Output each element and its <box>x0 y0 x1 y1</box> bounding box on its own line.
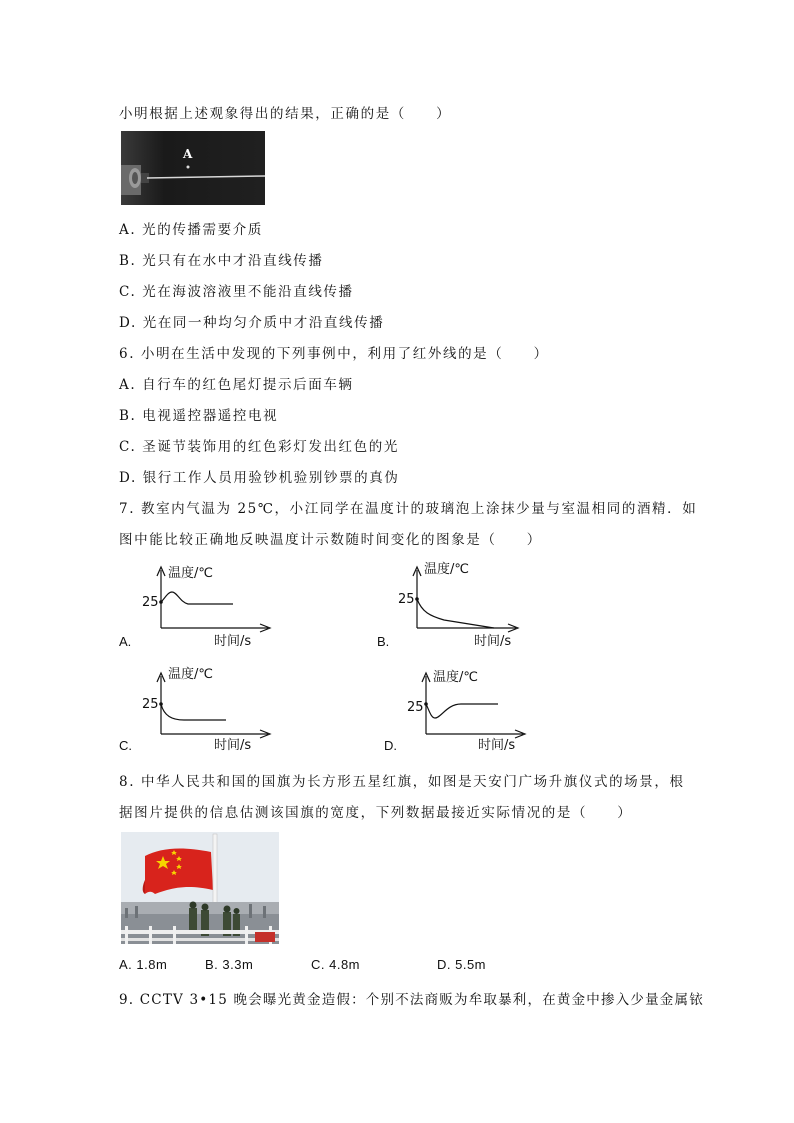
graph-b <box>396 558 536 648</box>
q6-option-c: C. 圣诞节装饰用的红色彩灯发出红色的光 <box>119 439 399 455</box>
graph-d-y-label: 温度/℃ <box>433 670 478 685</box>
graph-a-option: A. <box>119 634 132 649</box>
graph-c-tick-25: 25 <box>142 697 159 712</box>
graph-c <box>140 664 280 754</box>
q8-option-d: D. 5.5m <box>437 957 487 972</box>
graph-a-x-label: 时间/s <box>214 634 252 648</box>
graph-d-tick-25: 25 <box>407 700 424 715</box>
q8-option-c: C. 4.8m <box>311 957 361 972</box>
graph-b-tick-25: 25 <box>398 592 415 607</box>
q8-option-a: A. 1.8m <box>119 957 168 972</box>
graph-d-option: D. <box>384 738 397 753</box>
graph-b-curve <box>417 599 494 628</box>
q7-stem-line2: 图中能比较正确地反映温度计示数随时间变化的图象是（ ） <box>119 532 542 548</box>
graph-c-y-label: 温度/℃ <box>168 667 213 682</box>
graph-b-option: B. <box>377 634 390 649</box>
national-flag <box>145 849 213 894</box>
graph-c-x-label: 时间/s <box>214 738 252 753</box>
graph-b-x-label: 时间/s <box>474 634 512 648</box>
q6-option-d: D. 银行工作人员用验钞机验别钞票的真伪 <box>119 470 400 486</box>
graph-b-y-label: 温度/℃ <box>424 562 469 577</box>
figure-label-a: A <box>183 147 193 161</box>
q5-option-b: B. 光只有在水中才沿直线传播 <box>119 253 324 269</box>
q6-stem: 6. 小明在生活中发现的下列事例中，利用了红外线的是（ ） <box>119 346 549 362</box>
graph-d-x-label: 时间/s <box>478 738 516 753</box>
q8-stem-line1: 8. 中华人民共和国的国旗为长方形五星红旗，如图是天安门广场升旗仪式的场景，根 <box>119 774 685 790</box>
q5-option-d: D. 光在同一种均匀介质中才沿直线传播 <box>119 315 385 331</box>
graph-d-curve <box>426 704 498 718</box>
q5-stem: 小明根据上述观象得出的结果，正确的是（ ） <box>119 106 452 122</box>
q8-option-b: B. 3.3m <box>205 957 254 972</box>
graph-d <box>405 664 545 754</box>
q9-stem-line1: 9. CCTV 3•15 晚会曝光黄金造假：个别不法商贩为牟取暴利，在黄金中掺入少量金属铱 <box>119 992 704 1008</box>
q8-stem-line2: 据图片提供的信息估测该国旗的宽度，下列数据最接近实际情况的是（ ） <box>119 805 633 821</box>
graph-a-curve <box>161 592 233 604</box>
graph-c-curve <box>161 704 226 720</box>
graph-a-y-label: 温度/℃ <box>168 566 213 581</box>
q7-stem-line1: 7. 教室内气温为 25℃，小江同学在温度计的玻璃泡上涂抹少量与室温相同的酒精．如 <box>119 501 698 517</box>
flag-raising-photo <box>121 832 279 944</box>
q6-option-a: A. 自行车的红色尾灯提示后面车辆 <box>119 377 354 393</box>
q6-option-b: B. 电视遥控器遥控电视 <box>119 408 279 424</box>
q5-option-c: C. 光在海波溶液里不能沿直线传播 <box>119 284 354 300</box>
laser-beam-photo <box>121 131 265 205</box>
q5-option-a: A. 光的传播需要介质 <box>119 222 263 238</box>
graph-a <box>140 558 280 648</box>
graph-c-option: C. <box>119 738 132 753</box>
graph-a-tick-25: 25 <box>142 595 159 610</box>
